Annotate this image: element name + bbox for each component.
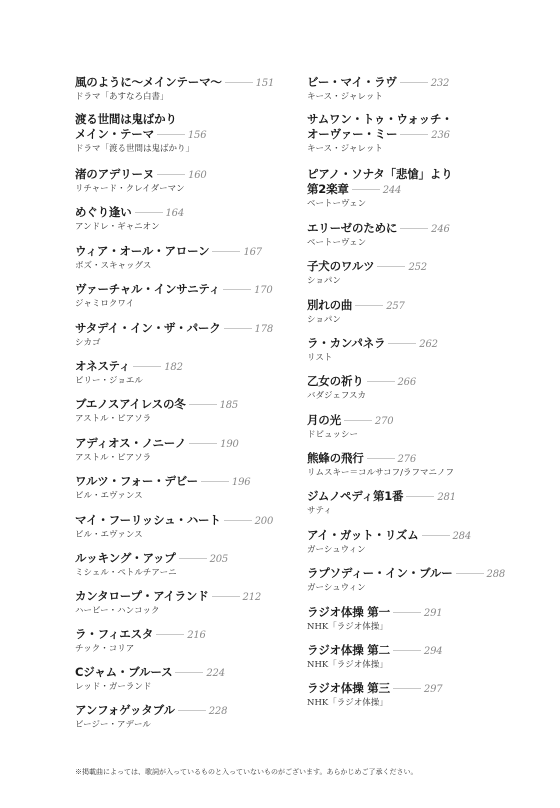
leader-line bbox=[157, 174, 185, 175]
leader-line bbox=[175, 672, 203, 673]
song-title-line bbox=[75, 75, 290, 91]
song-title: 熊蜂の飛行 bbox=[307, 451, 364, 465]
song-entry bbox=[75, 474, 290, 502]
leader-line bbox=[189, 443, 217, 444]
song-title-line bbox=[307, 336, 522, 352]
leader-line bbox=[422, 535, 450, 536]
leader-line bbox=[344, 420, 372, 421]
song-title: ワルツ・フォー・デビー bbox=[75, 474, 198, 488]
page-number: 190 bbox=[220, 439, 239, 450]
song-title-line bbox=[75, 436, 290, 452]
artist-subtitle: ミシェル・ペトルチアーニ bbox=[75, 568, 177, 578]
song-title: ブエノスアイレスの冬 bbox=[75, 397, 186, 411]
song-entry bbox=[75, 167, 290, 195]
leader-line bbox=[201, 481, 229, 482]
song-title-line bbox=[307, 127, 522, 143]
song-title: めぐり逢い bbox=[75, 205, 132, 219]
footnote: ※掲載曲によっては、歌詞が入っているものと入っていないものがございます。あらかじめご了承ください。 bbox=[75, 768, 418, 776]
page-number: 151 bbox=[255, 78, 275, 89]
leader-line bbox=[456, 573, 484, 574]
artist-subtitle: アストル・ピアソラ bbox=[75, 453, 152, 463]
page-number: 228 bbox=[208, 706, 228, 717]
song-title: ラジオ体操 第二 bbox=[307, 643, 390, 657]
page-number: 281 bbox=[437, 492, 456, 503]
artist-subtitle: ベートーヴェン bbox=[307, 199, 367, 209]
song-title: ルッキング・アップ bbox=[75, 551, 176, 565]
leader-line bbox=[189, 404, 217, 405]
leader-line bbox=[212, 596, 240, 597]
artist-subtitle: ガーシュウィン bbox=[307, 545, 366, 555]
song-title-line bbox=[307, 374, 522, 390]
song-entry bbox=[307, 681, 522, 709]
song-title-line bbox=[75, 397, 290, 413]
song-entry bbox=[307, 413, 522, 441]
leader-line bbox=[393, 612, 421, 613]
artist-subtitle: ハービー・ハンコック bbox=[75, 606, 160, 616]
song-title-line bbox=[307, 643, 522, 659]
page-number: 156 bbox=[187, 130, 207, 141]
song-title-line bbox=[75, 665, 290, 681]
artist-subtitle: ビル・エヴァンス bbox=[75, 530, 143, 540]
song-title: サムワン・トゥ・ウォッチ・ bbox=[307, 112, 453, 126]
song-title-line bbox=[75, 513, 290, 529]
song-title: ヴァーチャル・インサニティ bbox=[75, 282, 221, 296]
song-title-line bbox=[75, 127, 290, 143]
song-title: ラ・フィエスタ bbox=[75, 627, 154, 641]
song-entry bbox=[307, 374, 522, 402]
page-number: 236 bbox=[431, 130, 450, 141]
page-number: 164 bbox=[165, 208, 184, 219]
song-title: アディオス・ノニーノ bbox=[75, 436, 187, 450]
artist-subtitle: キース・ジャレット bbox=[307, 144, 383, 154]
leader-line bbox=[352, 189, 380, 190]
artist-subtitle: ガーシュウィン bbox=[307, 583, 366, 593]
song-entry bbox=[307, 112, 522, 155]
song-title: 別れの曲 bbox=[307, 298, 353, 312]
song-title-line bbox=[307, 528, 522, 544]
leader-line bbox=[400, 82, 428, 83]
leader-line bbox=[393, 688, 421, 689]
artist-subtitle: ショパン bbox=[307, 276, 341, 286]
song-title: ラプソディー・イン・ブルー bbox=[307, 566, 453, 580]
song-title: ビー・マイ・ラヴ bbox=[307, 75, 397, 89]
song-title-line bbox=[75, 551, 290, 567]
page-number: 294 bbox=[423, 646, 443, 657]
song-title-line bbox=[75, 167, 290, 183]
leader-line bbox=[400, 134, 428, 135]
song-entry bbox=[75, 359, 290, 387]
leader-line bbox=[400, 228, 428, 229]
artist-subtitle: キース・ジャレット bbox=[307, 92, 383, 102]
song-title: マイ・フーリッシュ・ハート bbox=[75, 513, 221, 527]
leader-line bbox=[367, 381, 395, 382]
song-entry bbox=[307, 451, 522, 479]
song-entry bbox=[75, 513, 290, 541]
song-entry bbox=[75, 627, 290, 655]
artist-subtitle: ビリー・ジョエル bbox=[75, 376, 143, 386]
song-title: アンフォゲッタブル bbox=[75, 703, 175, 717]
artist-subtitle: リムスキー＝コルサコフ/ラフマニノフ bbox=[307, 468, 455, 478]
song-title-line bbox=[75, 589, 290, 605]
song-title: サタデイ・イン・ザ・パーク bbox=[75, 321, 221, 335]
song-title: ウィア・オール・アローン bbox=[75, 244, 210, 258]
song-entry bbox=[75, 551, 290, 579]
song-title-line bbox=[75, 205, 290, 221]
page-number: 291 bbox=[423, 608, 443, 619]
song-title-line bbox=[307, 413, 522, 429]
song-title: 乙女の祈り bbox=[307, 374, 364, 388]
song-entry bbox=[75, 321, 290, 349]
page-number: 246 bbox=[431, 224, 450, 235]
artist-subtitle: リチャード・クレイダーマン bbox=[75, 184, 185, 194]
song-title-line bbox=[75, 627, 290, 643]
leader-line bbox=[223, 289, 251, 290]
song-title-line bbox=[307, 259, 522, 275]
song-entry bbox=[75, 589, 290, 617]
song-title: 第2楽章 bbox=[307, 182, 349, 196]
leader-line bbox=[178, 710, 206, 711]
song-title: メイン・テーマ bbox=[75, 127, 154, 141]
artist-subtitle: ドラマ「渡る世間は鬼ばかり」 bbox=[75, 144, 195, 154]
song-title-line bbox=[307, 451, 522, 467]
artist-subtitle: ショパン bbox=[307, 315, 341, 325]
leader-line bbox=[393, 650, 421, 651]
song-title-line bbox=[307, 167, 522, 182]
page-number: 196 bbox=[231, 477, 251, 488]
leader-line bbox=[179, 558, 207, 559]
page-number: 224 bbox=[206, 668, 225, 679]
song-entry bbox=[307, 259, 522, 287]
leader-line bbox=[224, 328, 252, 329]
artist-subtitle: レッド・ガーランド bbox=[75, 682, 152, 692]
leader-line bbox=[157, 134, 185, 135]
artist-subtitle: ボズ・スキャッグス bbox=[75, 261, 152, 271]
song-title-line bbox=[307, 182, 522, 198]
song-title-line bbox=[307, 75, 522, 91]
leader-line bbox=[355, 305, 383, 306]
page-number: 216 bbox=[187, 630, 206, 641]
song-title: オネスティ bbox=[75, 359, 131, 373]
song-title: オーヴァー・ミー bbox=[307, 127, 398, 141]
page-number: 212 bbox=[242, 592, 262, 603]
song-title-line bbox=[75, 474, 290, 490]
song-title: 子犬のワルツ bbox=[307, 259, 375, 273]
song-title: エリーゼのために bbox=[307, 221, 398, 235]
page-number: 200 bbox=[254, 516, 274, 527]
song-entry bbox=[307, 605, 522, 633]
artist-subtitle: リスト bbox=[307, 353, 333, 363]
song-title: ラジオ体操 第三 bbox=[307, 681, 390, 695]
artist-subtitle: ベートーヴェン bbox=[307, 238, 367, 248]
song-title-line bbox=[75, 703, 290, 719]
page-number: 270 bbox=[374, 416, 394, 427]
song-title-line bbox=[307, 489, 522, 505]
leader-line bbox=[224, 520, 252, 521]
page-number: 205 bbox=[209, 554, 229, 565]
song-title: 風のように〜メインテーマ〜 bbox=[75, 75, 222, 89]
song-entry bbox=[307, 221, 522, 249]
artist-subtitle: ドビュッシー bbox=[307, 430, 359, 440]
page-number: 167 bbox=[243, 247, 262, 258]
song-title-line bbox=[307, 605, 522, 621]
page-number: 170 bbox=[254, 285, 273, 296]
artist-subtitle: NHK「ラジオ体操」 bbox=[307, 622, 388, 632]
leader-line bbox=[133, 366, 161, 367]
song-title-line bbox=[75, 244, 290, 260]
song-title: ラジオ体操 第一 bbox=[307, 605, 390, 619]
artist-subtitle: ドラマ「あすなろ白書」 bbox=[75, 92, 169, 102]
song-entry bbox=[307, 75, 522, 103]
leader-line bbox=[367, 458, 395, 459]
song-entry bbox=[75, 397, 290, 425]
song-entry bbox=[307, 566, 522, 594]
song-title: Cジャム・ブルース bbox=[75, 665, 173, 679]
page-number: 297 bbox=[423, 684, 443, 695]
song-title: アイ・ガット・リズム bbox=[307, 528, 419, 542]
song-entry bbox=[307, 643, 522, 671]
page-number: 252 bbox=[408, 262, 427, 273]
song-title: 月の光 bbox=[307, 413, 341, 427]
page-number: 232 bbox=[430, 78, 450, 89]
page-number: 185 bbox=[219, 400, 239, 411]
song-entry bbox=[307, 167, 522, 210]
song-entry bbox=[75, 703, 290, 731]
artist-subtitle: サティ bbox=[307, 506, 332, 516]
song-entry bbox=[307, 489, 522, 517]
artist-subtitle: NHK「ラジオ体操」 bbox=[307, 698, 388, 708]
artist-subtitle: チック・コリア bbox=[75, 644, 135, 654]
song-title: ラ・カンパネラ bbox=[307, 336, 386, 350]
leader-line bbox=[377, 266, 405, 267]
song-title: 渚のアデリーヌ bbox=[75, 167, 155, 181]
artist-subtitle: ビージー・アデール bbox=[75, 720, 151, 730]
artist-subtitle: アンドレ・ギャニオン bbox=[75, 222, 160, 232]
song-entry bbox=[75, 244, 290, 272]
leader-line bbox=[212, 251, 240, 252]
song-entry bbox=[75, 665, 290, 693]
song-entry bbox=[307, 528, 522, 556]
artist-subtitle: NHK「ラジオ体操」 bbox=[307, 660, 388, 670]
song-title: ピアノ・ソナタ「悲愴」より bbox=[307, 167, 453, 181]
page-number: 266 bbox=[397, 377, 416, 388]
artist-subtitle: ビル・エヴァンス bbox=[75, 491, 143, 501]
song-title-line bbox=[75, 321, 290, 337]
artist-subtitle: シカゴ bbox=[75, 338, 101, 348]
song-title-line bbox=[75, 359, 290, 375]
page-number: 160 bbox=[188, 170, 207, 181]
song-title: カンタロープ・アイランド bbox=[75, 589, 209, 603]
song-title-line bbox=[75, 282, 290, 298]
page-number: 276 bbox=[397, 454, 416, 465]
page-number: 178 bbox=[254, 324, 274, 335]
song-entry bbox=[307, 298, 522, 326]
song-title: 渡る世間は鬼ばかり bbox=[75, 112, 177, 126]
song-title-line bbox=[307, 298, 522, 314]
artist-subtitle: ジャミロクワイ bbox=[75, 299, 135, 309]
leader-line bbox=[156, 634, 184, 635]
song-entry bbox=[307, 336, 522, 364]
song-entry bbox=[75, 75, 290, 103]
song-entry bbox=[75, 436, 290, 464]
song-entry bbox=[75, 282, 290, 310]
song-entry bbox=[75, 205, 290, 233]
song-title-line bbox=[307, 112, 522, 127]
page-number: 257 bbox=[386, 301, 405, 312]
leader-line bbox=[388, 343, 416, 344]
song-title-line bbox=[75, 112, 290, 127]
page-number: 182 bbox=[164, 362, 183, 373]
page-number: 288 bbox=[486, 569, 506, 580]
page-number: 284 bbox=[452, 531, 472, 542]
song-title: ジムノペディ第1番 bbox=[307, 489, 404, 503]
leader-line bbox=[135, 212, 163, 213]
song-title-line bbox=[307, 681, 522, 697]
artist-subtitle: アストル・ピアソラ bbox=[75, 414, 152, 424]
artist-subtitle: バダジェフスカ bbox=[307, 391, 366, 401]
song-entry bbox=[75, 112, 290, 155]
song-title-line bbox=[307, 566, 522, 582]
page-number: 244 bbox=[382, 185, 402, 196]
page-number: 262 bbox=[419, 339, 438, 350]
leader-line bbox=[406, 496, 434, 497]
song-title-line bbox=[307, 221, 522, 237]
leader-line bbox=[225, 82, 253, 83]
